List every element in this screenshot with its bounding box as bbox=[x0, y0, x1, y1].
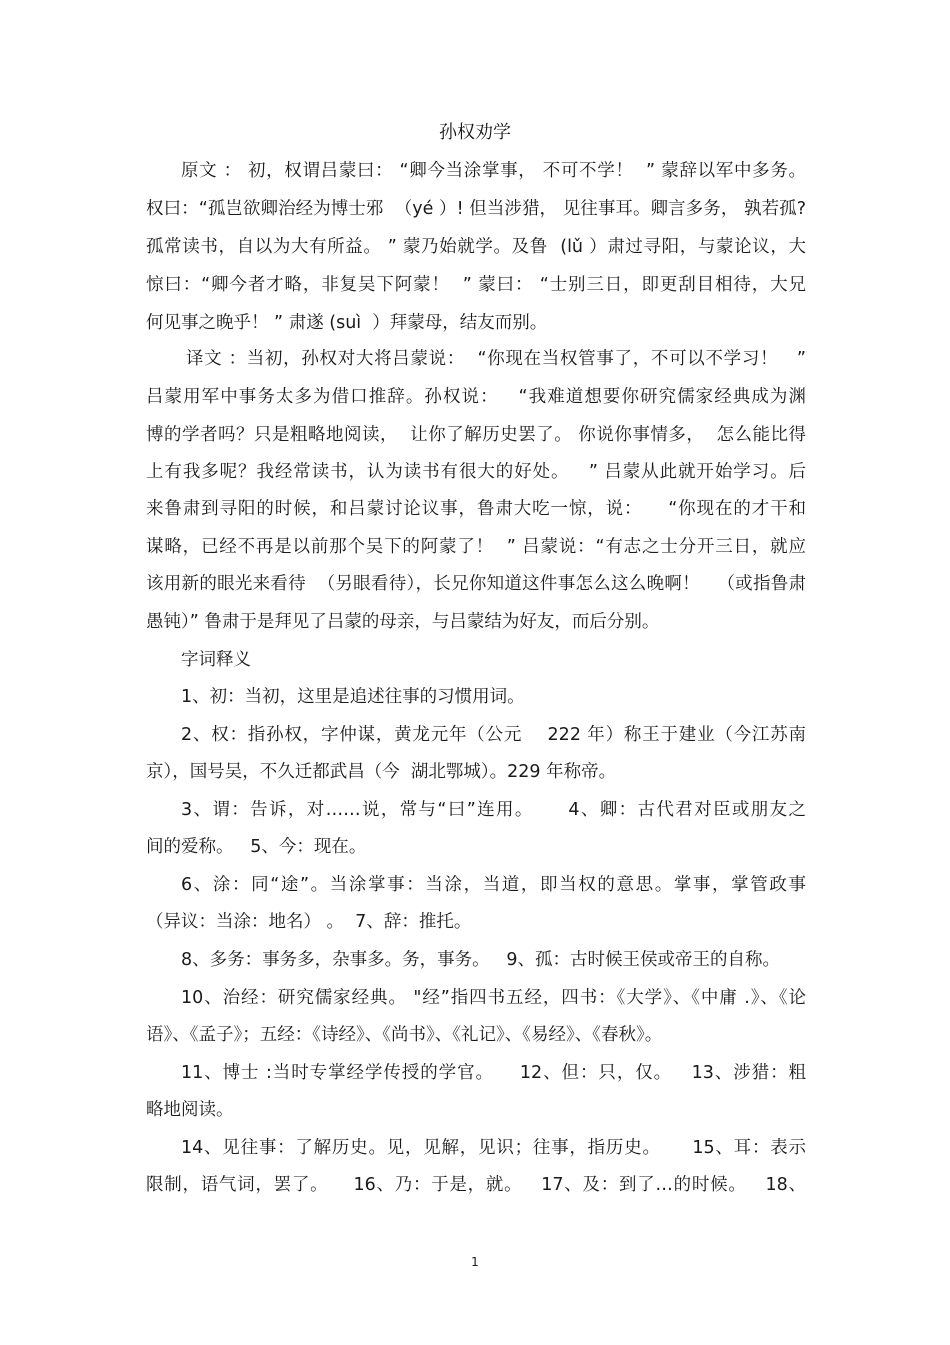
text-line: 谋略，已经不再是以前那个吴下的阿蒙了！ ” 吕蒙说：“有志之士分开三日，就应 bbox=[146, 537, 806, 557]
glossary-item: 3、谓：告诉，对……说，常与“曰”连用。 4、卿：古代君对臣或朋友之 bbox=[181, 800, 806, 820]
text-line: 该用新的眼光来看待 （另眼看待），长兄你知道这件事怎么这么晚啊！ （或指鲁肃 bbox=[146, 574, 806, 594]
glossary-item: 8、多务：事务多，杂事多。务，事务。 9、孤：古时候王侯或帝王的自称。 bbox=[181, 950, 780, 970]
text-line: 权曰：“孤岂欲卿治经为博士邪 （yé ）! 但当涉猎， 见往事耳。卿言多务， 孰若孤? bbox=[146, 199, 806, 219]
text-line: 何见事之晚乎！ ” 肃遂 (suì ）拜蒙母，结友而别。 bbox=[146, 313, 548, 333]
text-line: 孤常读书，自以为大有所益。 ” 蒙乃始就学。及鲁 (lǔ ）肃过寻阳，与蒙论议，大 bbox=[146, 237, 806, 257]
glossary-item: 略地阅读。 bbox=[146, 1100, 234, 1120]
glossary-item: 1、初：当初，这里是追述往事的习惯用词。 bbox=[181, 687, 525, 707]
glossary-item: 2、权：指孙权，字仲谋，黄龙元年（公元 222 年）称王于建业（今江苏南 bbox=[181, 725, 806, 745]
text-line: 来鲁肃到寻阳的时候，和吕蒙讨论议事，鲁肃大吃一惊，说： “你现在的才干和 bbox=[146, 499, 806, 519]
glossary-item: 京），国号吴，不久迁都武昌（今 湖北鄂城）。229 年称帝。 bbox=[146, 762, 617, 782]
glossary-item: （异议：当涂：地名） 。 7、辞：推托。 bbox=[146, 912, 472, 932]
glossary-item: 间的爱称。 5、今：现在。 bbox=[146, 837, 367, 857]
glossary-item: 10、治经：研究儒家经典。 "经”指四书五经，四书：《大学》、《中庸 .》、《论 bbox=[181, 988, 806, 1008]
text-line: 原文 ： 初，权谓吕蒙曰： “卿今当涂掌事， 不可不学！ ” 蒙辞以军中多务。 bbox=[181, 161, 806, 181]
text-line: 译文 ：当初，孙权对大将吕蒙说： “你现在当权管事了，不可以不学习！ ” bbox=[186, 349, 806, 369]
glossary-item: 11、博士 :当时专掌经学传授的学官。 12、但：只，仅。 13、涉猎：粗 bbox=[181, 1063, 806, 1083]
glossary-item: 14、见往事：了解历史。见，见解，见识；往事，指历史。 15、耳：表示 bbox=[181, 1138, 806, 1158]
section-heading: 字词释义 bbox=[181, 650, 251, 670]
glossary-item: 语》、《孟子》；五经：《诗经》、《尚书》、《礼记》、《易经》、《春秋》。 bbox=[146, 1025, 663, 1045]
text-line: 上有我多呢？我经常读书，认为读书有很大的好处。 ” 吕蒙从此就开始学习。后 bbox=[146, 462, 806, 482]
glossary-item: 限制，语气词，罢了。 16、乃：于是，就。 17、及：到了…的时候。 18、 bbox=[146, 1175, 806, 1195]
document-title: 孙权劝学 bbox=[439, 122, 511, 143]
page-number: 1 bbox=[471, 1255, 479, 1269]
glossary-item: 6、涂：同“途”。当涂掌事：当涂，当道，即当权的意思。掌事，掌管政事 bbox=[181, 875, 806, 895]
text-line: 惊曰：“卿今者才略，非复吴下阿蒙！ ” 蒙曰： “士别三日，即更刮目相待，大兄 bbox=[146, 275, 806, 295]
text-line: 吕蒙用军中事务太多为借口推辞。孙权说： “我难道想要你研究儒家经典成为渊 bbox=[146, 387, 806, 407]
text-line: 愚钝）” 鲁肃于是拜见了吕蒙的母亲，与吕蒙结为好友，而后分别。 bbox=[146, 612, 660, 632]
text-line: 博的学者吗？只是粗略地阅读， 让你了解历史罢了。 你说你事情多， 怎么能比得 bbox=[146, 425, 806, 445]
